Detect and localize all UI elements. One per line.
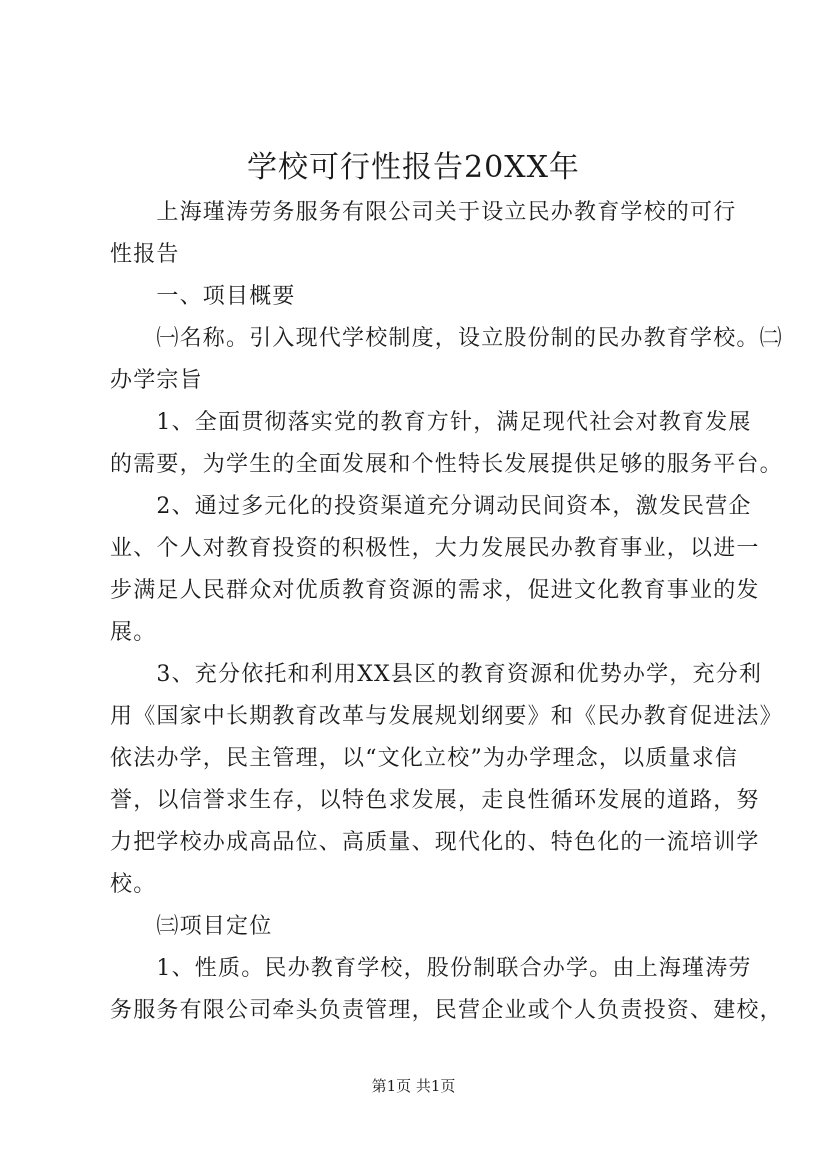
- document-title: 学校可行性报告20XX年: [247, 150, 580, 185]
- body-line: 办学宗旨: [110, 368, 203, 393]
- body-line: 1、全面贯彻落实党的教育方针，满足现代社会对教育发展: [110, 410, 752, 435]
- body-line: 上海瑾涛劳务服务有限公司关于设立民办教育学校的可行: [110, 200, 737, 225]
- body-line: 业、个人对教育投资的积极性，大力发展民办教育事业，以进一: [110, 536, 760, 561]
- body-line: 2、通过多元化的投资渠道充分调动民间资本，激发民营企: [110, 494, 752, 519]
- body-line: 依法办学，民主管理，以“文化立校”为办学理念，以质量求信: [110, 746, 739, 771]
- body-line: 校。: [110, 872, 157, 897]
- body-line: 誉，以信誉求生存，以特色求发展，走良性循环发展的道路，努: [110, 788, 760, 813]
- body-line: 性报告: [110, 242, 180, 267]
- body-line: 的需要，为学生的全面发展和个性特长发展提供足够的服务平台。: [110, 452, 783, 477]
- body-line: 1、性质。民办教育学校，股份制联合办学。由上海瑾涛劳: [110, 956, 752, 981]
- section-heading: ㈢项目定位: [110, 914, 273, 939]
- body-line: 3、充分依托和利用XX县区的教育资源和优势办学，充分利: [110, 662, 763, 687]
- body-line: 力把学校办成高品位、高质量、现代化的、特色化的一流培训学: [110, 830, 760, 855]
- body-line: 用《国家中长期教育改革与发展规划纲要》和《民办教育促进法》: [110, 704, 783, 729]
- page-footer: 第1页 共1页: [371, 1077, 456, 1095]
- body-line: 展。: [110, 620, 157, 645]
- section-heading: 一、项目概要: [110, 284, 296, 309]
- body-line: 务服务有限公司牵头负责管理，民营企业或个人负责投资、建校，: [110, 998, 783, 1023]
- body-line: 步满足人民群众对优质教育资源的需求，促进文化教育事业的发: [110, 578, 760, 603]
- body-line: ㈠名称。引入现代学校制度，设立股份制的民办教育学校。㈡: [110, 326, 783, 351]
